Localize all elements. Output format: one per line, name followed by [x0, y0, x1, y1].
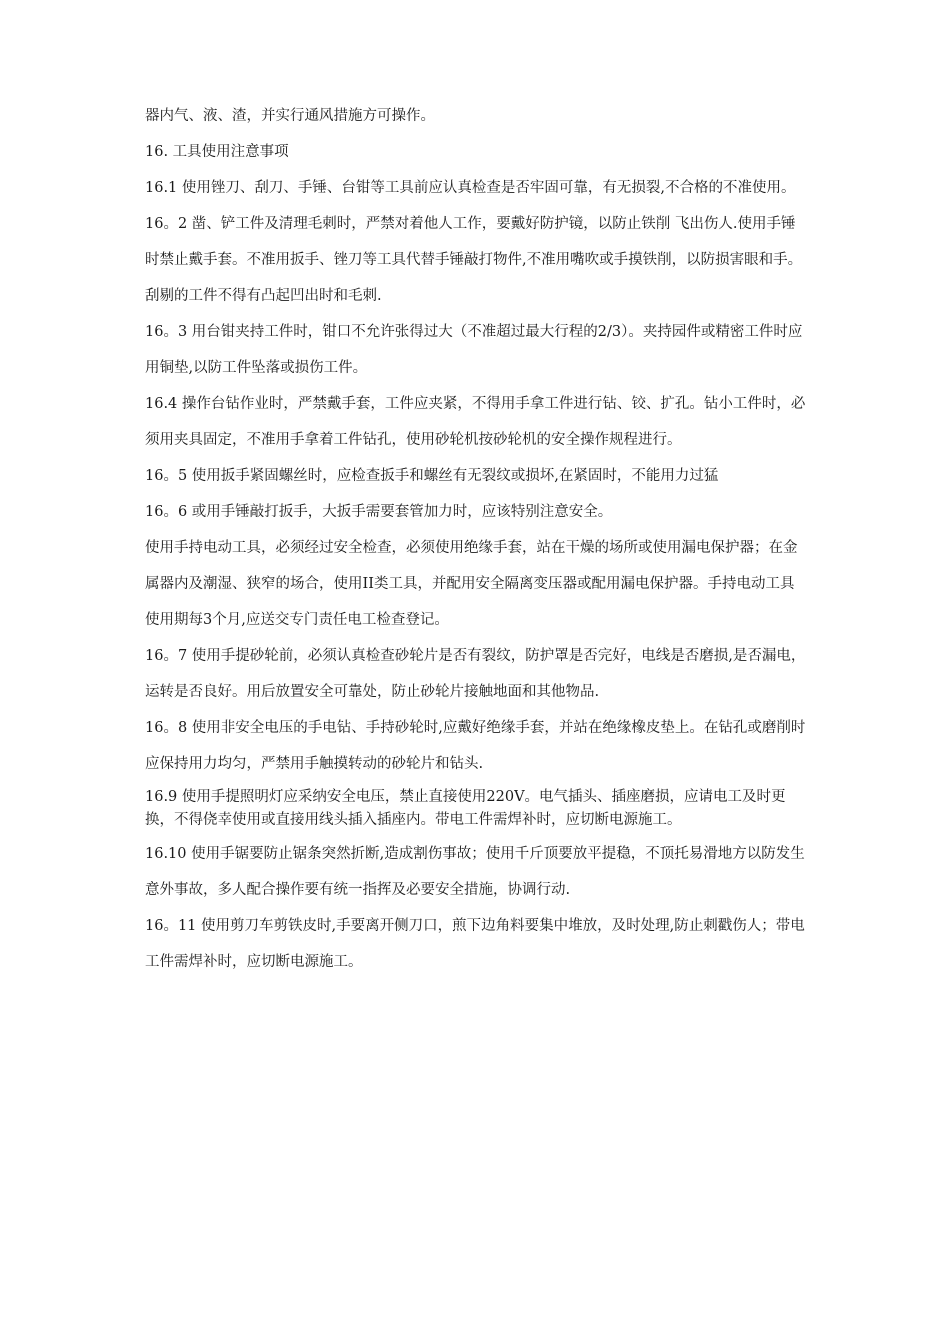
paragraph-16-2: 16。2 凿、铲工件及清理毛刺时，严禁对着他人工作，要戴好防护镜，以防止铁削 飞出伤人.使用手锤时禁止戴手套。不准用扳手、锉刀等工具代替手锤敲打物件,不准用嘴吹或手摸铁削，以防损害眼和手。刮剔的工件不得有凸起凹出时和毛刺. — [145, 216, 803, 304]
paragraph-16-3: 16。3 用台钳夹持工件时，钳口不允许张得过大（不准超过最大行程的2/3）。夹持园件或精密工件时应用铜垫,以防工件坠落或损伤工件。 — [145, 324, 803, 376]
paragraph-16-9: 16.9 使用手提照明灯应采纳安全电压，禁止直接使用220V。电气插头、插座磨损，应请电工及时更换，不得侥幸使用或直接用线头插入插座内。带电工件需焊补时，应切断电源施工。 — [145, 789, 786, 828]
paragraph-16-6: 16。6 或用手锤敲打扳手，大扳手需要套管加力时，应该特别注意安全。 — [145, 504, 613, 520]
document-body — [145, 98, 807, 980]
paragraph-16-4: 16.4 操作台钻作业时，严禁戴手套，工件应夹紧，不得用手拿工件进行钻、铰、扩孔。钻小工件时，必须用夹具固定，不准用手拿着工件钻孔，使用砂轮机按砂轮机的安全操作规程进行。 — [145, 396, 806, 448]
paragraph-power-tools: 使用手持电动工具，必须经过安全检查，必须使用绝缘手套，站在干燥的场所或使用漏电保护器；在金属器内及潮湿、狭窄的场合，使用II类工具，并配用安全隔离变压器或配用漏电保护器。手持电动工具使用期每3个月,应送交专门责任电工检查登记。 — [145, 540, 798, 628]
paragraph-16-1: 16.1 使用锉刀、刮刀、手锤、台钳等工具前应认真检查是否牢固可靠，有无损裂,不合格的不准使用。 — [145, 180, 796, 196]
paragraph-16-10: 16.10 使用手锯要防止锯条突然折断,造成割伤事故；使用千斤顶要放平提稳，不顶托易滑地方以防发生意外事故，多人配合操作要有统一指挥及必要安全措施，协调行动. — [145, 846, 805, 898]
section-heading-16: 16. 工具使用注意事项 — [145, 144, 289, 160]
paragraph-16-8: 16。8 使用非安全电压的手电钻、手持砂轮时,应戴好绝缘手套，并站在绝缘橡皮垫上。在钻孔或磨削时应保持用力均匀，严禁用手触摸转动的砂轮片和钻头. — [145, 720, 806, 772]
paragraph-16-11: 16。11 使用剪刀车剪铁皮时,手要离开侧刀口，煎下边角料要集中堆放，及时处理,防止刺戳伤人；带电工件需焊补时，应切断电源施工。 — [145, 918, 805, 970]
paragraph-16-7: 16。7 使用手提砂轮前，必须认真检查砂轮片是否有裂纹，防护罩是否完好，电线是否磨损,是否漏电，运转是否良好。用后放置安全可靠处，防止砂轮片接触地面和其他物品. — [145, 648, 806, 700]
paragraph-continuation: 器内气、液、渣，并实行通风措施方可操作。 — [145, 108, 435, 124]
paragraph-16-5: 16。5 使用扳手紧固螺丝时，应检查扳手和螺丝有无裂纹或损坏,在紧固时，不能用力过猛 — [145, 468, 719, 484]
